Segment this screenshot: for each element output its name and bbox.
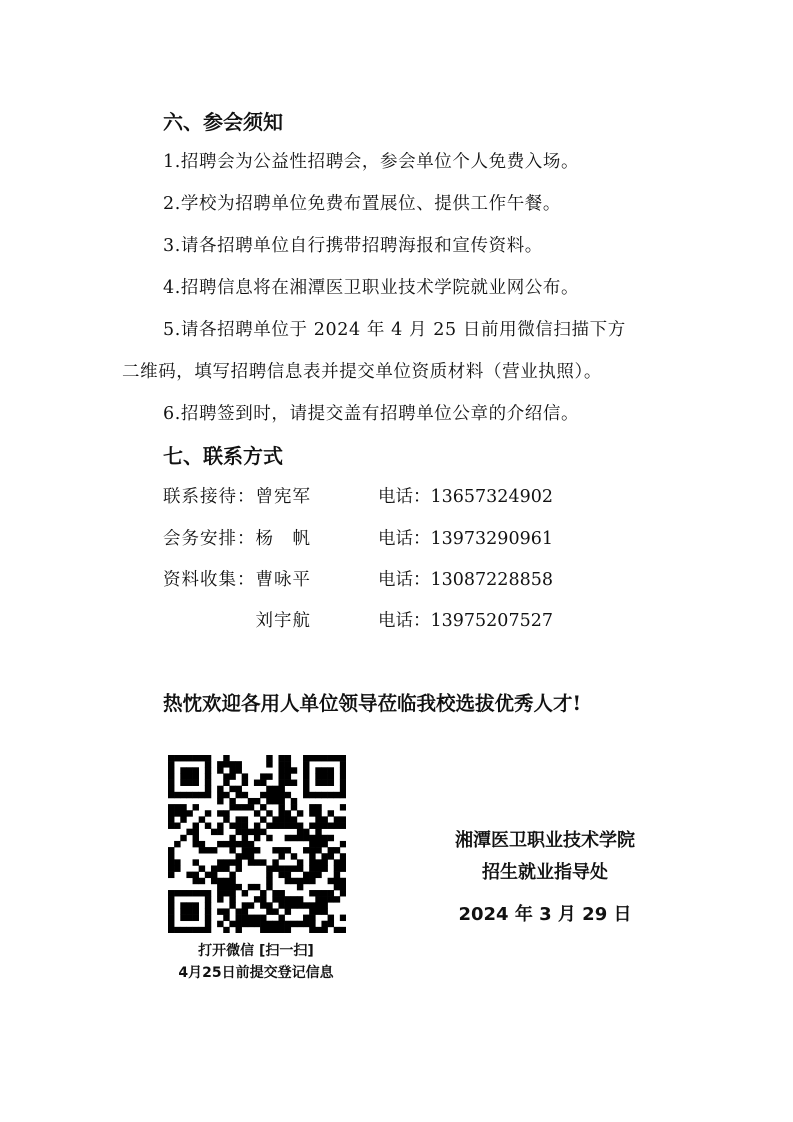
contact-role-name: 资料收集：曹咏平 bbox=[163, 570, 311, 590]
contact-role-name: 联系接待：曾宪军 bbox=[163, 487, 311, 507]
notice-item-6: 6.招聘签到时，请提交盖有招聘单位公章的介绍信。 bbox=[163, 404, 580, 424]
qr-caption-line1: 打开微信 [扫一扫] bbox=[198, 943, 314, 959]
notice-item-5-cont: 二维码，填写招聘信息表并提交单位资质材料（营业执照）。 bbox=[122, 362, 602, 382]
qr-code[interactable] bbox=[168, 755, 346, 933]
section7-heading: 七、联系方式 bbox=[163, 444, 283, 468]
notice-item-1: 1.招聘会为公益性招聘会，参会单位个人免费入场。 bbox=[163, 152, 580, 172]
signature-dept: 招生就业指导处 bbox=[482, 862, 608, 883]
contact-phone: 电话：13087228858 bbox=[378, 570, 553, 590]
signature-date: 2024 年 3 月 29 日 bbox=[458, 904, 632, 925]
contact-role-name: 刘宇航 bbox=[163, 611, 311, 631]
notice-item-4: 4.招聘信息将在湘潭医卫职业技术学院就业网公布。 bbox=[163, 278, 580, 298]
section6-heading: 六、参会须知 bbox=[163, 110, 283, 134]
welcome-text: 热忱欢迎各用人单位领导莅临我校选拔优秀人才! bbox=[163, 692, 582, 715]
qr-caption-line2: 4月25日前提交登记信息 bbox=[178, 965, 334, 981]
notice-item-2: 2.学校为招聘单位免费布置展位、提供工作午餐。 bbox=[163, 194, 561, 214]
notice-item-3: 3.请各招聘单位自行携带招聘海报和宣传资料。 bbox=[163, 236, 543, 256]
signature-org: 湘潭医卫职业技术学院 bbox=[455, 830, 635, 851]
contact-phone: 电话：13973290961 bbox=[378, 529, 553, 549]
contact-phone: 电话：13657324902 bbox=[378, 487, 553, 507]
contact-phone: 电话：13975207527 bbox=[378, 611, 553, 631]
contact-role-name: 会务安排：杨 帆 bbox=[163, 529, 311, 549]
notice-item-5: 5.请各招聘单位于 2024 年 4 月 25 日前用微信扫描下方 bbox=[163, 320, 626, 340]
